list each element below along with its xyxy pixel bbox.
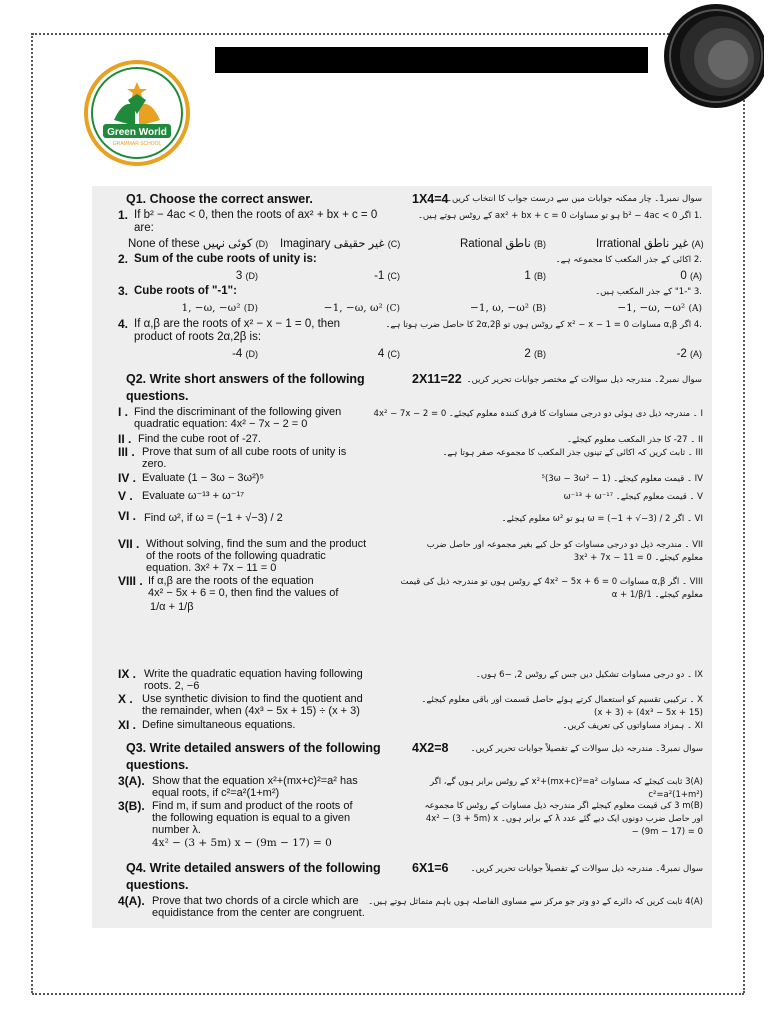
q1-item-text: product of roots 2α,2β is: [134, 331, 262, 343]
page-border-top [32, 33, 744, 35]
q4-item-urdu: (A)4 ثابت کریں کہ دائرے کے دو وتر جو مرکز سے مساوی الفاصلہ ہوں باہم متماثل ہوتے ہیں۔ [368, 897, 703, 907]
q2-item-text: Write the quadratic equation having following [144, 668, 363, 680]
q2-item-urdu: VIII ۔ اگر α,β مساوات 4x² − 5x + 6 = 0 کے روٹس ہوں تو مندرجہ ذیل کی قیمت معلوم کیجئے۔ 1/α + 1/β [400, 577, 703, 600]
q1-item-text: If α,β are the roots of x² − x − 1 = 0, then [134, 318, 340, 330]
q2-item-urdu: III ۔ ثابت کریں کہ اکائی کے تینوں جذر المکعب کا مجموعہ صفر ہوتا ہے۔ [442, 448, 703, 458]
q3-item-text: 4x² − (3 + 5m) x − (9m − 17) = 0 [152, 837, 332, 849]
q1-option: None of these کوئی نہیں (D) [128, 238, 269, 250]
q1-option: 2 (B) [524, 348, 546, 360]
q2-item-urdu: I ۔ مندرجہ ذیل دی ہوئی دو درجی مساوات کا فرق کنندہ معلوم کیجئے۔ 4x² − 7x − 2 = 0 [373, 409, 703, 419]
q3-item-urdu: (A)3 ثابت کیجئے کہ مساوات x²+(mx+c)²=a² کے روٹس برابر ہوں گے، اگر c²=a²(1+m²) [429, 777, 703, 800]
q4-item-number: 4(A). [118, 894, 145, 908]
q1-item-urdu: .3 "-1" کے جذر المکعب ہیں۔ [595, 287, 702, 297]
q3-item-number: 3(A). [118, 774, 145, 788]
q2-item-number: V . [118, 489, 133, 503]
q2-item-number: XI . [118, 718, 137, 732]
q1-item-text: If b² − 4ac < 0, then the roots of ax² + bx + c = 0 [134, 209, 378, 221]
q2-item-text: Evaluate (1 − 3ω − 3ω²)⁵ [142, 472, 265, 484]
q4-heading: questions. [126, 878, 189, 892]
q2-item-text: If α,β are the roots of the equation [148, 575, 314, 587]
q4-item-text: equidistance from the center are congruent. [152, 907, 365, 919]
q3-item-urdu: (B)3 m کی قیمت معلوم کیجئے اگر مندرجہ ذیل مساوات کے روٹس کا مجموعہ اور حاصل ضرب دونوں ایک دیے گئے عدد λ کے برابر ہوں۔ 4x² − (3 + 5m) x − (9m − 17) = 0 [424, 801, 703, 837]
q1-urdu-heading: سوال نمبر1۔ چار ممکنہ جوابات میں سے درست جواب کا انتخاب کریں۔ [447, 194, 702, 204]
q3-heading: Q3. Write detailed answers of the following [126, 741, 381, 755]
q1-option: −1, −ω, ω² (C) [323, 302, 400, 314]
q1-item-text: Cube roots of "-1": [134, 285, 237, 297]
q2-item-text: zero. [142, 458, 167, 470]
q2-item-text: Find the discriminant of the following given [134, 406, 342, 418]
q1-option: Imaginary غیر حقیقی (C) [280, 238, 401, 250]
q1-item-number: 4. [118, 317, 129, 331]
logo-name: Green World [107, 127, 167, 138]
q1-option: 3 (D) [235, 270, 258, 282]
q2-urdu-heading: سوال نمبر2۔ مندرجہ ذیل سوالات کے مختصر جوابات تحریر کریں۔ [466, 375, 702, 385]
q2-item-number: I . [118, 405, 129, 419]
q4-heading: Q4. Write detailed answers of the following [126, 861, 381, 875]
q2-item-urdu: VII ۔ مندرجہ ذیل دو درجی مساوات کو حل کیے بغیر مجموعہ اور حاصل ضرب معلوم کیجئے۔ 3x² + 7x − 11 = 0 [426, 540, 703, 563]
q1-option: -4 (D) [232, 348, 258, 360]
q2-item-number: X . [118, 692, 133, 706]
q4-urdu-heading: سوال نمبر4۔ مندرجہ ذیل سوالات کے تفصیلاً جوابات تحریر کریں۔ [470, 864, 703, 874]
page-border-right [743, 33, 745, 993]
q3-heading: questions. [126, 758, 189, 772]
logo-subtitle: GRAMMAR SCHOOL [112, 141, 162, 147]
q1-option: Irrational غیر ناطق (A) [596, 238, 704, 250]
q1-option: −1, ω, −ω² (B) [470, 302, 546, 314]
q1-item-urdu: .2 اکائی کے جذر المکعب کا مجموعہ ہے۔ [555, 255, 702, 265]
q2-heading: Q2. Write short answers of the following [126, 372, 365, 386]
q2-item-urdu: XI ۔ ہمزاد مساواتوں کی تعریف کریں۔ [562, 721, 703, 731]
q1-option: Rational ناطق (B) [459, 238, 546, 250]
q4-item-text: Prove that two chords of a circle which are [152, 895, 359, 907]
q2-item-number: II . [118, 432, 132, 446]
q1-option: 4 (C) [377, 348, 400, 360]
corner-decoration [656, 4, 764, 112]
q2-item-urdu: X ۔ ترکیبی تقسیم کو استعمال کرتے ہوئے حاصل قسمت اور باقی معلوم کیجئے۔ (4x³ − 5x + 15) ÷ (x + 3) [421, 695, 703, 718]
q1-item-number: 2. [118, 252, 129, 266]
q3-item-text: the following equation is equal to a given [152, 812, 351, 824]
q2-item-text: 4x² − 5x + 6 = 0, then find the values of [148, 587, 339, 599]
q3-item-text: equal roots, if c²=a²(1+m²) [152, 787, 280, 799]
q1-option: −1, −ω, −ω² (A) [617, 302, 702, 314]
q1-item-urdu: .4 اگر α,β مساوات x² − x − 1 = 0 کے روٹس ہوں تو 2α,2β کا حاصل ضرب ہوتا ہے۔ [385, 320, 702, 330]
q2-item-urdu: IV ۔ قیمت معلوم کیجئے۔ (1 − 3ω − 3ω²)⁵ [541, 474, 703, 484]
page-border-bottom [32, 993, 744, 995]
q2-marks: 2X11=22 [412, 372, 462, 386]
q2-item-number: VII . [118, 537, 140, 551]
q2-item-text: Prove that sum of all cube roots of unity is [142, 446, 347, 458]
q2-heading: questions. [126, 389, 189, 403]
q3-item-text: number λ. [152, 824, 201, 836]
title-bar [215, 47, 648, 73]
q3-item-text: Show that the equation x²+(mx+c)²=a² has [152, 775, 358, 787]
q2-item-text: quadratic equation: 4x² − 7x − 2 = 0 [134, 418, 308, 430]
q2-item-urdu: IX ۔ دو درجی مساوات تشکیل دیں جس کے روٹس 2, −6 ہوں۔ [475, 670, 703, 680]
q1-item-urdu: .1 اگر b² − 4ac < 0 ہو تو مساوات ax² + bx + c = 0 کے روٹس ہوتے ہیں۔ [417, 211, 702, 221]
q1-option: 1 (B) [524, 270, 546, 282]
q2-item-number: VIII . [118, 574, 143, 588]
q1-item-text: are: [134, 222, 154, 234]
q1-marks: 1X4=4 [412, 192, 449, 206]
q2-item-text: equation. 3x² + 7x − 11 = 0 [146, 562, 277, 574]
q2-item-text: Find the cube root of -27. [138, 433, 261, 445]
q2-item-text: Find ω², if ω = (−1 + √−3) / 2 [144, 512, 283, 524]
q2-item-number: VI . [118, 509, 137, 523]
q2-item-number: III . [118, 445, 135, 459]
q3-item-text: Find m, if sum and product of the roots of [152, 800, 353, 812]
q2-item-text: of the roots of the following quadratic [146, 550, 326, 562]
q2-item-text: Without solving, find the sum and the product [146, 538, 367, 550]
q1-item-number: 3. [118, 284, 129, 298]
q1-option: 1, −ω, −ω² (D) [181, 302, 258, 314]
q3-marks: 4X2=8 [412, 741, 449, 755]
school-logo [84, 60, 190, 166]
q2-item-number: IX . [118, 667, 137, 681]
q1-option: 0 (A) [680, 270, 702, 282]
q2-item-number: IV . [118, 471, 137, 485]
q2-item-urdu: II ۔ 27- کا جذر المکعب معلوم کیجئے۔ [566, 435, 703, 445]
q2-item-text: Define simultaneous equations. [142, 719, 296, 731]
q3-urdu-heading: سوال نمبر3۔ مندرجہ ذیل سوالات کے تفصیلاً جوابات تحریر کریں۔ [470, 744, 703, 754]
q1-option: -1 (C) [374, 270, 400, 282]
q2-item-text: Evaluate ω⁻¹³ + ω⁻¹⁷ [142, 490, 245, 502]
q1-item-text: Sum of the cube roots of unity is: [134, 253, 317, 265]
q2-item-urdu: VI ۔ اگر ω = (−1 + √−3) / 2 ہو تو ω² معلوم کیجئے۔ [501, 514, 703, 524]
q2-item-text: roots. 2, −6 [144, 680, 200, 692]
q3-item-number: 3(B). [118, 799, 145, 813]
q2-item-text: the remainder, when (4x³ − 5x + 15) ÷ (x + 3) [142, 705, 360, 717]
q1-option: -2 (A) [676, 348, 702, 360]
q4-marks: 6X1=6 [412, 861, 449, 875]
q2-item-text: Use synthetic division to find the quotient and [142, 693, 363, 705]
q2-item-text: 1/α + 1/β [150, 601, 194, 613]
q2-item-urdu: V ۔ قیمت معلوم کیجئے۔ ω⁻¹³ + ω⁻¹⁷ [563, 492, 703, 502]
q1-item-number: 1. [118, 208, 129, 222]
page-border-left [31, 33, 33, 993]
q1-heading: Q1. Choose the correct answer. [126, 192, 313, 206]
